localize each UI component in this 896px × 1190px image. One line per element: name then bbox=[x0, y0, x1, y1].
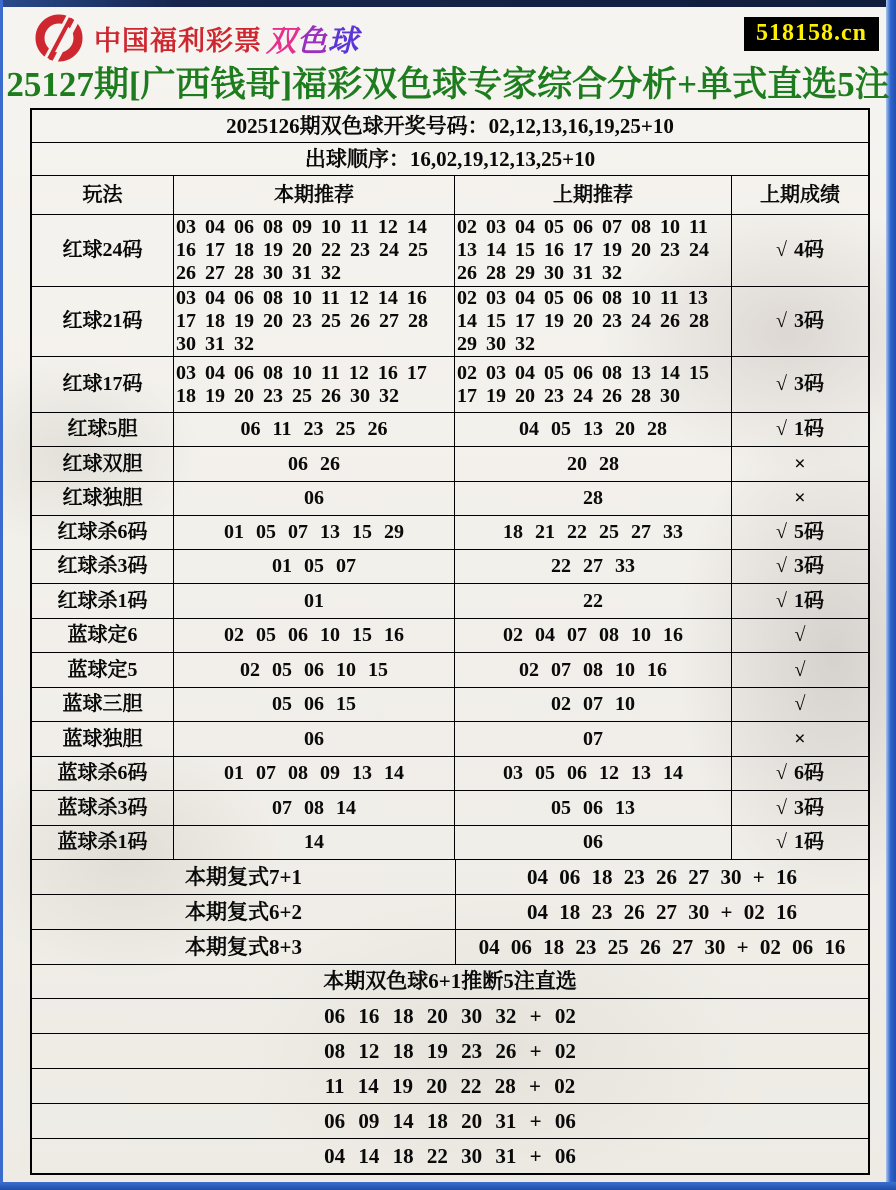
previous-pick-cell: 02 03 04 05 06 08 13 14 15 17 19 20 23 24 26 28 30 bbox=[455, 357, 732, 412]
play-type-cell: 红球21码 bbox=[32, 287, 174, 356]
score-cell: √ 4码 bbox=[776, 239, 824, 261]
current-pick-cell: 14 bbox=[174, 826, 455, 859]
column-header-row bbox=[32, 175, 868, 214]
brand-char-2: 色 bbox=[297, 25, 328, 58]
previous-pick-cell: 28 bbox=[455, 482, 732, 515]
play-type-cell: 蓝球杀3码 bbox=[32, 791, 174, 825]
previous-pick-cell: 22 27 33 bbox=[455, 550, 732, 583]
cwl-logo-icon bbox=[34, 13, 84, 63]
score-cell: × bbox=[794, 727, 806, 750]
previous-pick-cell: 02 07 10 bbox=[455, 688, 732, 721]
table-row bbox=[32, 286, 868, 356]
col-header-score: 上期成绩 bbox=[760, 183, 840, 206]
draw-order-text: 出球顺序：16,02,19,12,13,25+10 bbox=[304, 146, 596, 171]
table-row bbox=[32, 756, 868, 790]
bottom-frame-bar bbox=[0, 1182, 896, 1190]
previous-pick-cell: 05 06 13 bbox=[455, 791, 732, 825]
play-type-cell: 红球17码 bbox=[32, 357, 174, 412]
direct-section-title: 本期双色球6+1推断5注直选 bbox=[323, 969, 577, 993]
table-row bbox=[32, 515, 868, 549]
table-row bbox=[32, 825, 868, 859]
score-cell: √ bbox=[794, 693, 806, 715]
brand-char-1: 双 bbox=[266, 25, 297, 58]
direct-pick: 04 14 18 22 30 31 + 06 bbox=[324, 1143, 576, 1168]
compound-label: 本期复式8+3 bbox=[32, 930, 456, 964]
table-row bbox=[32, 356, 868, 412]
play-type-cell: 蓝球杀1码 bbox=[32, 826, 174, 859]
play-type-cell: 蓝球定5 bbox=[32, 653, 174, 687]
current-pick-cell: 06 26 bbox=[174, 447, 455, 481]
play-type-cell: 蓝球杀6码 bbox=[32, 757, 174, 790]
score-cell: √ 3码 bbox=[776, 373, 824, 395]
score-cell: √ 3码 bbox=[776, 555, 824, 577]
brand-shuangseqiu bbox=[266, 16, 359, 60]
current-pick-cell: 06 11 23 25 26 bbox=[174, 413, 455, 446]
play-type-cell: 红球双胆 bbox=[32, 447, 174, 481]
previous-pick-cell: 20 28 bbox=[455, 447, 732, 481]
logo-text: 中国福利彩票 bbox=[94, 25, 262, 56]
current-pick-cell: 03 04 06 08 10 11 12 16 17 18 19 20 23 25 26 30 32 bbox=[174, 357, 455, 412]
table-row bbox=[32, 790, 868, 825]
table-row bbox=[32, 721, 868, 756]
compound-row bbox=[32, 894, 868, 929]
col-header-current: 本期推荐 bbox=[174, 176, 455, 214]
previous-pick-cell: 02 07 08 10 16 bbox=[455, 653, 732, 687]
score-cell: × bbox=[794, 452, 806, 475]
brand-char-3: 球 bbox=[328, 25, 359, 58]
table-row bbox=[32, 618, 868, 652]
direct-row bbox=[32, 1103, 868, 1138]
score-cell: √ 6码 bbox=[776, 762, 824, 784]
table-row bbox=[32, 214, 868, 286]
score-cell: √ 3码 bbox=[776, 310, 824, 332]
compound-row bbox=[32, 929, 868, 964]
compound-value: 04 06 18 23 26 27 30 + 16 bbox=[527, 864, 797, 889]
table-row bbox=[32, 481, 868, 515]
play-type-cell: 蓝球独胆 bbox=[32, 722, 174, 756]
previous-pick-cell: 22 bbox=[455, 584, 732, 618]
direct-pick: 06 09 14 18 20 31 + 06 bbox=[324, 1108, 576, 1133]
analysis-table bbox=[30, 108, 870, 1175]
play-type-cell: 红球5胆 bbox=[32, 413, 174, 446]
compound-label: 本期复式6+2 bbox=[32, 895, 456, 929]
direct-pick: 11 14 19 20 22 28 + 02 bbox=[324, 1073, 576, 1098]
table-row bbox=[32, 687, 868, 721]
col-header-play: 玩法 bbox=[32, 176, 174, 214]
current-pick-cell: 05 06 15 bbox=[174, 688, 455, 721]
current-pick-cell: 02 05 06 10 15 bbox=[174, 653, 455, 687]
table-row bbox=[32, 549, 868, 583]
site-link-badge[interactable]: 518158.cn bbox=[744, 17, 879, 51]
current-pick-cell: 01 05 07 13 15 29 bbox=[174, 516, 455, 549]
direct-pick: 06 16 18 20 30 32 + 02 bbox=[324, 1003, 576, 1028]
play-type-cell: 红球杀1码 bbox=[32, 584, 174, 618]
current-pick-cell: 06 bbox=[174, 722, 455, 756]
current-pick-cell: 06 bbox=[174, 482, 455, 515]
score-cell: √ 1码 bbox=[776, 418, 824, 440]
brand-header bbox=[34, 13, 359, 63]
current-pick-cell: 01 07 08 09 13 14 bbox=[174, 757, 455, 790]
previous-pick-cell: 02 03 04 05 06 08 10 11 13 14 15 17 19 20 23 24 26 28 29 30 32 bbox=[455, 287, 732, 356]
score-cell: √ 3码 bbox=[776, 796, 824, 819]
score-cell: √ 1码 bbox=[776, 831, 824, 853]
current-pick-cell: 01 05 07 bbox=[174, 550, 455, 583]
previous-pick-cell: 18 21 22 25 27 33 bbox=[455, 516, 732, 549]
compound-row bbox=[32, 859, 868, 894]
previous-pick-cell: 02 04 07 08 10 16 bbox=[455, 619, 732, 652]
score-cell: √ 1码 bbox=[776, 589, 824, 612]
play-type-cell: 红球24码 bbox=[32, 215, 174, 286]
score-cell: √ bbox=[794, 624, 806, 646]
current-pick-cell: 03 04 06 08 09 10 11 12 14 16 17 18 19 20 22 23 24 25 26 27 28 30 31 32 bbox=[174, 215, 455, 286]
play-type-cell: 蓝球定6 bbox=[32, 619, 174, 652]
direct-pick: 08 12 18 19 23 26 + 02 bbox=[324, 1038, 576, 1063]
compound-value: 04 18 23 26 27 30 + 02 16 bbox=[527, 899, 797, 924]
col-header-previous: 上期推荐 bbox=[455, 176, 732, 214]
table-row bbox=[32, 446, 868, 481]
table-row bbox=[32, 412, 868, 446]
previous-pick-cell: 04 05 13 20 28 bbox=[455, 413, 732, 446]
score-cell: √ 5码 bbox=[776, 521, 824, 543]
draw-result-text: 2025126期双色球开奖号码：02,12,13,16,19,25+10 bbox=[226, 113, 674, 138]
direct-row bbox=[32, 1138, 868, 1173]
previous-pick-cell: 03 05 06 12 13 14 bbox=[455, 757, 732, 790]
right-frame-bar bbox=[886, 0, 896, 1190]
previous-pick-cell: 07 bbox=[455, 722, 732, 756]
current-pick-cell: 01 bbox=[174, 584, 455, 618]
table-row bbox=[32, 652, 868, 687]
play-type-cell: 红球独胆 bbox=[32, 482, 174, 515]
play-type-cell: 红球杀3码 bbox=[32, 550, 174, 583]
previous-pick-cell: 06 bbox=[455, 826, 732, 859]
direct-row bbox=[32, 1033, 868, 1068]
left-frame-bar bbox=[0, 0, 3, 1190]
play-type-cell: 红球杀6码 bbox=[32, 516, 174, 549]
table-row bbox=[32, 583, 868, 618]
draw-result-row bbox=[32, 110, 868, 142]
score-cell: × bbox=[794, 487, 806, 509]
current-pick-cell: 02 05 06 10 15 16 bbox=[174, 619, 455, 652]
top-frame-bar bbox=[0, 0, 896, 7]
draw-order-row bbox=[32, 142, 868, 175]
compound-label: 本期复式7+1 bbox=[32, 860, 456, 894]
current-pick-cell: 03 04 06 08 10 11 12 14 16 17 18 19 20 23 25 26 27 28 30 31 32 bbox=[174, 287, 455, 356]
direct-section-header-row bbox=[32, 964, 868, 998]
previous-pick-cell: 02 03 04 05 06 07 08 10 11 13 14 15 16 17 19 20 23 24 26 28 29 30 31 32 bbox=[455, 215, 732, 286]
current-pick-cell: 07 08 14 bbox=[174, 791, 455, 825]
page-title: 25127期[广西钱哥]福彩双色球专家综合分析+单式直选5注 bbox=[6, 65, 890, 104]
score-cell: √ bbox=[794, 658, 806, 681]
compound-value: 04 06 18 23 25 26 27 30 + 02 06 16 bbox=[478, 934, 846, 959]
play-type-cell: 蓝球三胆 bbox=[32, 688, 174, 721]
direct-row bbox=[32, 1068, 868, 1103]
direct-row bbox=[32, 998, 868, 1033]
